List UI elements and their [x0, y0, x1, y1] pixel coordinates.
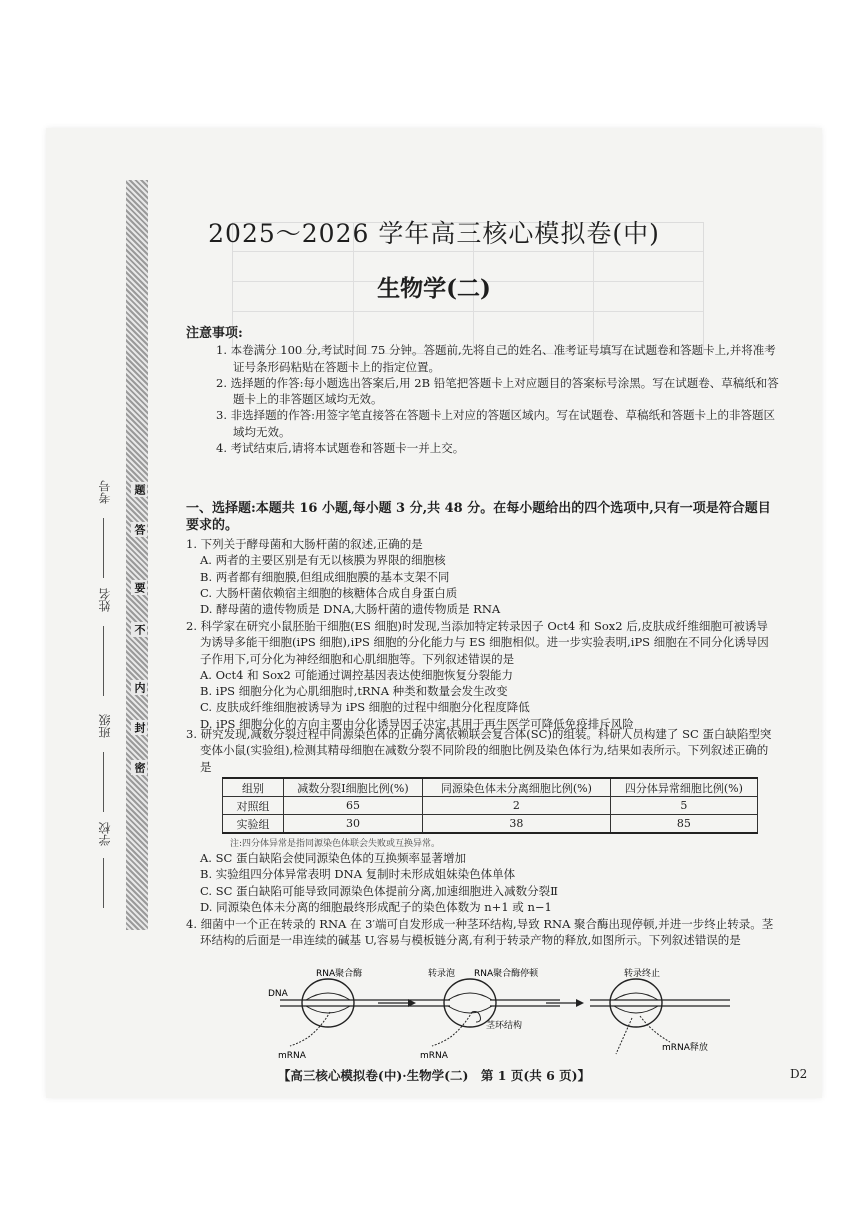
option: A. 两者的主要区别是有无以核膜为界限的细胞核	[200, 553, 446, 568]
option: C. SC 蛋白缺陷可能导致同源染色体提前分离,加速细胞进入减数分裂Ⅱ	[200, 883, 559, 898]
seal-char: 密	[133, 762, 146, 773]
option: D. 酵母菌的遗传物质是 DNA,大肠杆菌的遗传物质是 RNA	[200, 602, 501, 617]
table-header: 组别	[223, 778, 284, 797]
option: D. iPS 细胞分化的方向主要由分化诱导因子决定,其用于再生医学可降低免疫排斥风险	[200, 716, 634, 731]
label-mrna: mRNA	[420, 1051, 448, 1061]
table-row	[223, 815, 758, 834]
transcription-bubble	[448, 1006, 492, 1013]
seal-char: 内	[133, 682, 146, 693]
notice-item: 4. 考试结束后,请将本试题卷和答题卡一并上交。	[216, 441, 465, 456]
question-stem: 1. 下列关于酵母菌和大肠杆菌的叙述,正确的是	[186, 537, 423, 551]
seal-char: 不	[133, 624, 146, 635]
results-table	[222, 777, 758, 834]
transcription-bubble	[614, 1006, 658, 1013]
option: A. Oct4 和 Sox2 可能通过调控基因表达使细胞恢复分裂能力	[200, 667, 513, 682]
label-exam-number: 考号	[98, 480, 112, 504]
seal-char: 答	[133, 524, 146, 535]
mrna-strand	[432, 1012, 472, 1046]
table-cell: 65	[284, 797, 423, 815]
label-release: mRNA释放	[662, 1043, 708, 1053]
label-dna: DNA	[268, 989, 288, 999]
arrow-head	[576, 999, 584, 1007]
option: B. iPS 细胞分化为心肌细胞时,tRNA 种类和数量会发生改变	[200, 684, 508, 699]
label-school: 学校	[98, 822, 112, 846]
name-line	[103, 626, 104, 696]
table-cell: 5	[610, 797, 757, 815]
mrna-strand	[290, 1012, 330, 1046]
label-polymerase: RNA聚合酶	[316, 969, 363, 979]
option: A. SC 蛋白缺陷会使同源染色体的互换频率显著增加	[200, 851, 466, 865]
exam-number-line	[103, 518, 104, 578]
table-note: 注:四分体异常是指同源染色体联会失败或互换异常。	[230, 839, 441, 849]
notice-section	[186, 326, 786, 456]
label-end: 转录终止	[624, 969, 661, 979]
table-cell: 30	[284, 815, 423, 834]
rna-polymerase	[302, 979, 354, 1027]
notice-heading: 注意事项:	[186, 326, 243, 341]
transcription-figure	[260, 966, 740, 1062]
table-header: 同源染色体未分离细胞比例(%)	[422, 778, 610, 797]
school-line	[103, 858, 104, 908]
transcription-bubble	[448, 993, 492, 1000]
question-2	[186, 618, 776, 732]
option: C. 皮肤成纤维细胞被诱导为 iPS 细胞的过程中细胞分化程度降低	[200, 700, 530, 715]
seal-char: 封	[133, 722, 146, 733]
question-4	[186, 916, 776, 949]
table-cell: 38	[422, 815, 610, 834]
label-mrna: mRNA	[278, 1051, 306, 1061]
seal-char: 题	[133, 484, 146, 495]
option: D. 同源染色体未分离的细胞最终形成配子的染色体数为 n+1 或 n−1	[200, 899, 552, 914]
class-line	[103, 752, 104, 812]
table-header-row	[223, 778, 758, 797]
label-stem-loop: 茎环结构	[486, 1021, 523, 1031]
question-3	[186, 726, 776, 775]
option: B. 两者都有细胞膜,但组成细胞膜的基本支架不同	[200, 569, 450, 584]
notice-item: 2. 选择题的作答:每小题选出答案后,用 2B 铅笔把答题卡上对应题目的答案标号涂黑。写在试题卷、草稿纸和答题卡上的非答题区域均无效。	[216, 375, 779, 407]
transcription-bubble	[614, 993, 658, 1000]
table-header: 四分体异常细胞比例(%)	[610, 778, 757, 797]
notice-item: 1. 本卷满分 100 分,考试时间 75 分钟。答题前,先将自己的姓名、准考证号填写在试题卷和答题卡上,并将准考证号条形码粘贴在答题卡上的指定位置。	[216, 343, 776, 374]
label-pause: RNA聚合酶停顿	[474, 969, 539, 979]
subject-title: 生物学(二)	[377, 275, 491, 302]
table-cell: 85	[610, 815, 757, 834]
table-row	[223, 797, 758, 815]
table-cell: 实验组	[223, 815, 284, 834]
table-cell: 2	[422, 797, 610, 815]
option: B. 实验组四分体异常表明 DNA 复制时未形成姐妹染色体单体	[200, 867, 516, 882]
question-3-options	[200, 850, 780, 915]
rna-polymerase	[610, 979, 662, 1027]
rna-polymerase	[444, 979, 496, 1027]
question-stem: 3. 研究发现,减数分裂过程中同源染色体的正确分离依赖联会复合体(SC)的组装。科研人员构建了 SC 蛋白缺陷型突变体小鼠(实验组),检测其精母细胞在减数分裂不同阶段的细胞比例及染色体行为,结果如表所示。下列叙述正确的是	[186, 727, 772, 774]
question-stem: 4. 细菌中一个正在转录的 RNA 在 3′端可自发形成一种茎环结构,导致 RNA 聚合酶出现停顿,并进一步终止转录。茎环结构的后面是一串连续的碱基 U,容易与模板链分离,有利于转录产物的释放,如图所示。下列叙述错误的是	[186, 917, 774, 948]
seal-char: 要	[133, 582, 146, 593]
transcription-bubble	[306, 1006, 350, 1013]
table-cell: 对照组	[223, 797, 284, 815]
paper-code: D2	[790, 1067, 808, 1081]
question-stem: 2. 科学家在研究小鼠胚胎干细胞(ES 细胞)时发现,当添加特定转录因子 Oct4 和 Sox2 后,皮肤成纤维细胞可被诱导为诱导多能干细胞(iPS 细胞),iPS 细胞的分化能力与 ES 细胞相似。进一步实验表明,iPS 细胞在不同分化诱导因子作用下,可分化为神经细胞和心肌细胞等。下列叙述错误的是	[186, 619, 769, 666]
notice-item: 3. 非选择题的作答:用签字笔直接答在答题卡上对应的答题区域内。写在试题卷、草稿纸和答题卡上的非答题区域均无效。	[216, 408, 775, 439]
question-1	[186, 536, 776, 617]
label-class: 班级	[98, 714, 112, 738]
transcription-bubble	[306, 993, 350, 1000]
label-bubble: 转录泡	[428, 969, 456, 979]
option: C. 大肠杆菌依赖宿主细胞的核糖体合成自身蛋白质	[200, 585, 458, 600]
label-name: 姓名	[98, 588, 112, 612]
table-header: 减数分裂Ⅰ细胞比例(%)	[284, 778, 423, 797]
page-footer: 【高三核心模拟卷(中)·生物学(二) 第 1 页(共 6 页)】	[277, 1068, 591, 1083]
mrna-strand	[616, 1018, 632, 1054]
section-heading: 一、选择题:本题共 16 小题,每小题 3 分,共 48 分。在每小题给出的四个选项中,只有一项是符合题目要求的。	[186, 501, 771, 533]
exam-title: 2025～2026 学年高三核心模拟卷(中)	[208, 219, 660, 248]
